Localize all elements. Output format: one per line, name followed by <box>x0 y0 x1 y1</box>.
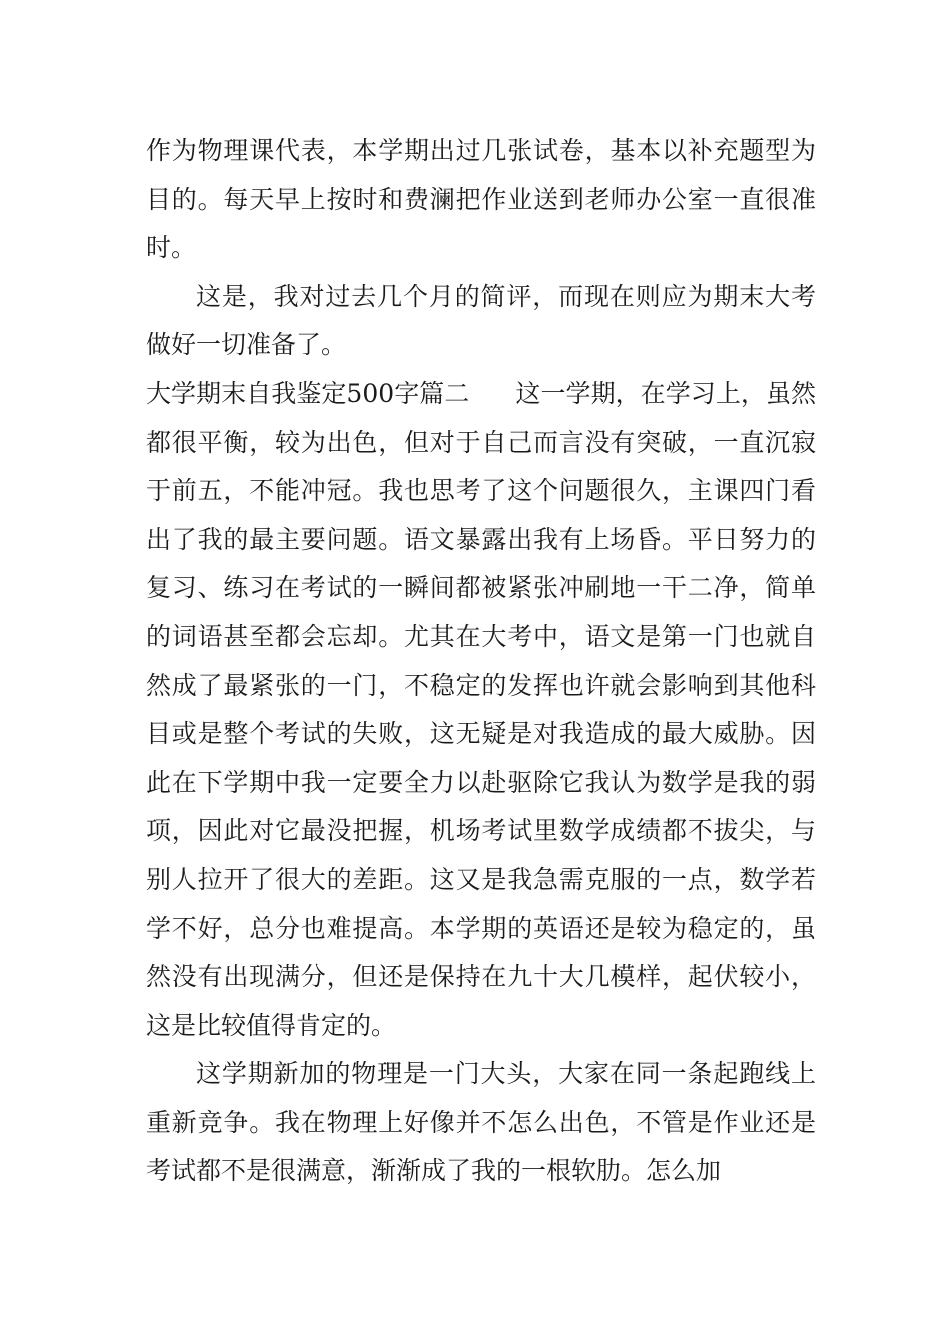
paragraph-text: 这是，我对过去几个月的简评，而现在则应为期末大考做好一切准备了。 <box>146 281 816 360</box>
paragraph-homework-duty <box>146 127 816 273</box>
paragraph-physics <box>146 1050 816 1196</box>
paragraph-section-two <box>146 370 816 1050</box>
paragraph-summary <box>146 273 816 370</box>
section-heading: 大学期末自我鉴定500字篇二 <box>146 378 470 408</box>
paragraph-text: 作为物理课代表，本学期出过几张试卷，基本以补充题型为目的。每天早上按时和费澜把作业送到老师办公室一直很准时。 <box>146 136 816 263</box>
document-body <box>146 127 816 1196</box>
paragraph-text: 这学期新加的物理是一门大头，大家在同一条起跑线上重新竞争。我在物理上好像并不怎么出色，不管是作业还是考试都不是很满意，渐渐成了我的一根软肋。怎么加 <box>146 1059 816 1186</box>
paragraph-text: 这一学期，在学习上，虽然都很平衡，较为出色，但对于自己而言没有突破，一直沉寂于前五，不能冲冠。我也思考了这个问题很久，主课四门看出了我的最主要问题。语文暴露出我有上场昏。平日努力的复习、练习在考试的一瞬间都被紧张冲刷地一干二净，简单的词语甚至都会忘却。尤其在大考中，语文是第一门也就自然成了最紧张的一门，不稳定的发挥也许就会影响到其他科目或是整个考试的失败，这无疑是对我造成的最大威胁。因此在下学期中我一定要全力以赴驱除它我认为数学是我的弱项，因此对它最没把握，机场考试里数学成绩都不拔尖，与别人拉开了很大的差距。这又是我急需克服的一点，数学若学不好，总分也难提高。本学期的英语还是较为稳定的，虽然没有出现满分，但还是保持在九十大几模样，起伏较小，这是比较值得肯定的。 <box>146 378 816 1040</box>
